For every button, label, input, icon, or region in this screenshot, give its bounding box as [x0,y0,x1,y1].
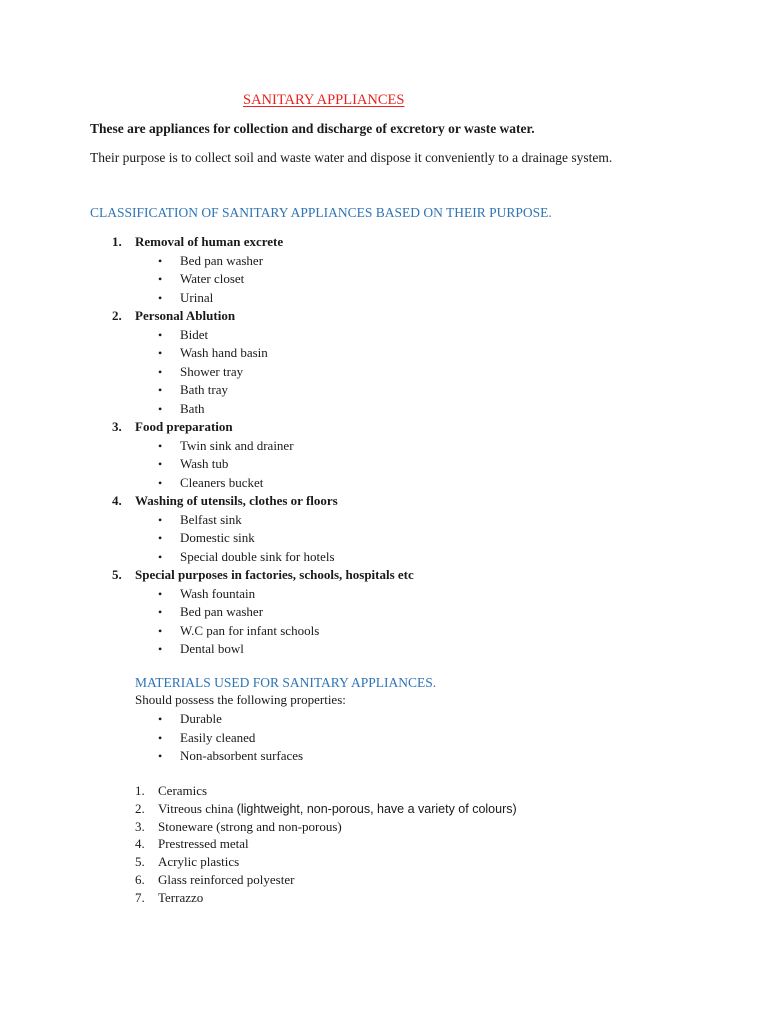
list-item [158,253,263,269]
list-item [158,401,205,417]
list-item [158,364,243,380]
list-item-text: Twin sink and drainer [180,437,294,453]
material-item [135,836,249,852]
material-name: Terrazzo [158,889,204,905]
group-label: Removal of human excrete [135,234,284,249]
list-item-text: Bath tray [180,382,229,397]
list-item [158,641,244,657]
group-number: 2. [112,308,122,323]
material-item [135,783,207,799]
group-heading [112,308,235,324]
group-number: 4. [112,493,122,508]
bullet-icon: • [158,749,163,763]
material-number: 5. [135,854,145,870]
group-label: Personal Ablution [135,308,236,323]
material-note: (lightweight, non-porous, have a variety of colours) [236,801,517,816]
material-name: Acrylic plastics [158,854,240,870]
property-item [158,711,222,727]
property-text: Durable [180,711,222,726]
bullet-icon: • [158,623,163,638]
material-name: Ceramics [158,783,208,798]
material-number: 3. [135,818,145,834]
group-heading [112,234,283,250]
bullet-icon: • [158,531,163,545]
list-item [158,530,255,546]
bullet-icon: • [158,642,163,656]
group-heading [112,419,233,435]
material-number: 2. [135,800,145,816]
group-heading [112,493,338,509]
list-item [158,345,268,361]
list-item [158,290,213,306]
list-item [158,382,228,398]
group-number: 5. [112,567,122,582]
list-item [158,549,335,565]
bullet-icon: • [158,272,163,286]
material-item [135,872,294,888]
intro-definition: These are appliances for collection and discharge of excretory or waste water. [90,121,535,136]
bullet-icon: • [158,605,163,619]
material-name: Vitreous china [158,800,237,816]
list-item [158,512,242,528]
bullet-icon: • [158,327,163,342]
list-item-text: Belfast sink [180,511,242,527]
list-item [158,438,294,454]
property-text: Non-absorbent surfaces [180,748,304,763]
list-item [158,475,263,491]
material-item [135,890,203,906]
material-name: Stoneware (strong and non-porous) [158,818,342,834]
material-number: 6. [135,872,145,887]
page-title: SANITARY APPLIANCES [243,92,405,108]
material-number: 1. [135,783,145,798]
bullet-icon: • [158,730,163,745]
bullet-icon: • [158,438,163,453]
group-number: 3. [112,419,122,434]
list-item [158,327,208,343]
materials-intro: Should possess the following properties: [135,692,346,707]
list-item-text: Domestic sink [180,530,255,545]
bullet-icon: • [158,346,163,360]
property-item [158,730,255,746]
material-name: Prestressed metal [158,836,249,852]
group-number: 1. [112,234,122,249]
bullet-icon: • [158,549,163,564]
list-item-text: W.C pan for infant schools [180,622,320,638]
list-item [158,271,244,287]
material-item [135,854,239,870]
list-item [158,586,255,602]
list-item [158,456,228,472]
list-item-text: Special double sink for hotels [180,548,335,564]
material-item [135,801,517,817]
bullet-icon: • [158,364,163,379]
materials-heading: MATERIALS USED FOR SANITARY APPLIANCES. [135,675,437,690]
list-item-text: Bath [180,400,205,416]
list-item-text: Dental bowl [180,641,244,656]
bullet-icon: • [158,253,163,268]
list-item-text: Urinal [180,289,214,305]
bullet-icon: • [158,401,163,416]
list-item-text: Wash fountain [180,585,256,601]
material-number: 4. [135,836,145,852]
bullet-icon: • [158,512,163,527]
list-item-text: Shower tray [180,363,244,379]
list-item [158,623,319,639]
group-heading [112,567,414,583]
bullet-icon: • [158,290,163,305]
list-item-text: Wash hand basin [180,345,268,360]
bullet-icon: • [158,586,163,601]
group-label: Washing of utensils, clothes or floors [135,493,338,508]
list-item-text: Wash tub [180,456,229,471]
material-name: Glass reinforced polyester [158,872,295,887]
list-item-text: Bidet [180,326,209,342]
bullet-icon: • [158,475,163,490]
material-item [135,819,342,835]
property-text: Easily cleaned [180,729,256,745]
property-item [158,748,303,764]
group-label: Food preparation [135,419,233,434]
classification-heading: CLASSIFICATION OF SANITARY APPLIANCES BASED ON THEIR PURPOSE. [90,205,552,220]
intro-purpose: Their purpose is to collect soil and waste water and dispose it conveniently to a drainage system. [90,150,613,165]
list-item [158,604,263,620]
list-item-text: Water closet [180,271,245,286]
list-item-text: Bed pan washer [180,252,264,268]
material-number: 7. [135,889,145,905]
group-label: Special purposes in factories, schools, hospitals etc [135,567,414,582]
list-item-text: Bed pan washer [180,604,264,619]
bullet-icon: • [158,712,163,726]
bullet-icon: • [158,457,163,471]
list-item-text: Cleaners bucket [180,474,264,490]
bullet-icon: • [158,383,163,397]
